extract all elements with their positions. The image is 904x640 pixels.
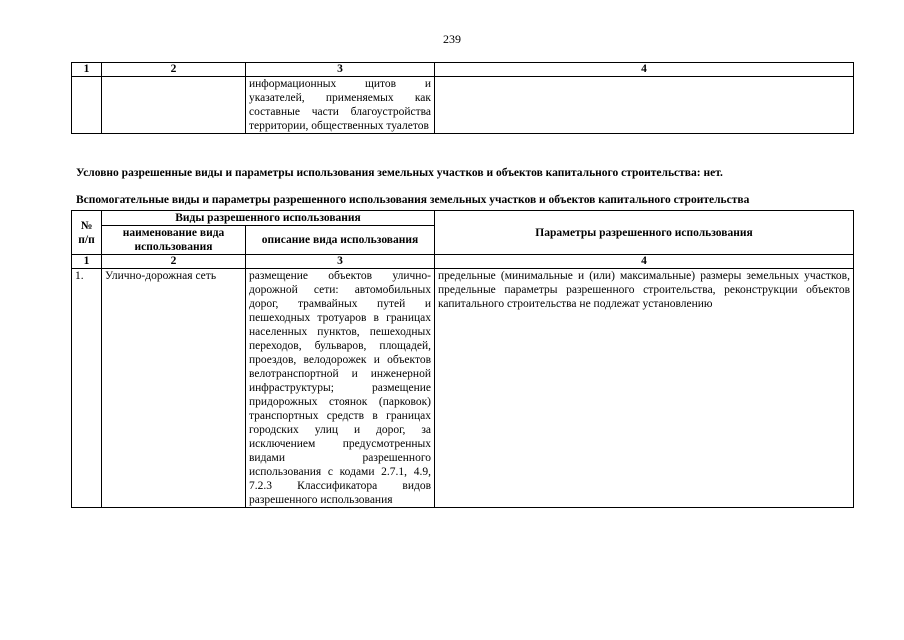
continuation-table [71,62,854,134]
column-number-3: 3 [246,63,435,77]
column-number-2: 2 [102,255,246,269]
header-description: описание вида использования [246,226,435,255]
table-row [72,269,854,508]
cell-name: Улично-дорожная сеть [102,269,246,508]
cell-num: 1. [72,269,102,508]
cell-num [72,77,102,134]
column-number-1: 1 [72,255,102,269]
header-parameters: Параметры разрешенного использования [435,211,854,255]
column-number-4: 4 [435,63,854,77]
page-number: 239 [443,32,461,46]
cell-description: размещение объектов улично-дорожной сети: автомобильных дорог, трамвайных путей и пешеходных тротуаров в границах населенных пунктов, пешеходных переходов, бульваров, площадей, проездов, велодорожек и объектов велотранспортной и инженерной инфраструктуры; размещение придорожных стоянок (парковок) транспортных средств в границах городских улиц и дорог, за исключением предусмотренных видами разрешенного использования с кодами 2.7.1, 4.9, 7.2.3 Классификатора видов разрешенного использования [246,269,435,508]
header-row-1 [72,211,854,226]
header-types-group: Виды разрешенного использования [102,211,435,226]
cell-parameters [435,77,854,134]
table-row [72,77,854,134]
column-number-3: 3 [246,255,435,269]
header-num: № п/п [72,211,102,255]
auxiliary-uses-heading: Вспомогательные виды и параметры разрешенного использования земельных участков и объектов капитального строительства [76,194,750,206]
column-number-4: 4 [435,255,854,269]
conditional-uses-heading: Условно разрешенные виды и параметры использования земельных участков и объектов капитального строительства: нет. [76,167,723,179]
column-number-row [72,255,854,269]
column-number-row [72,63,854,77]
column-number-2: 2 [102,63,246,77]
header-name: наименование вида использования [102,226,246,255]
cell-name [102,77,246,134]
cell-parameters: предельные (минимальные и (или) максимальные) размеры земельных участков, предельные параметры разрешенного строительства, реконструкции объектов капитального строительства не подлежат установлению [435,269,854,508]
column-number-1: 1 [72,63,102,77]
auxiliary-uses-table [71,210,854,508]
cell-description: информационных щитов и указателей, применяемых как составные части благоустройства территории, общественных туалетов [246,77,435,134]
